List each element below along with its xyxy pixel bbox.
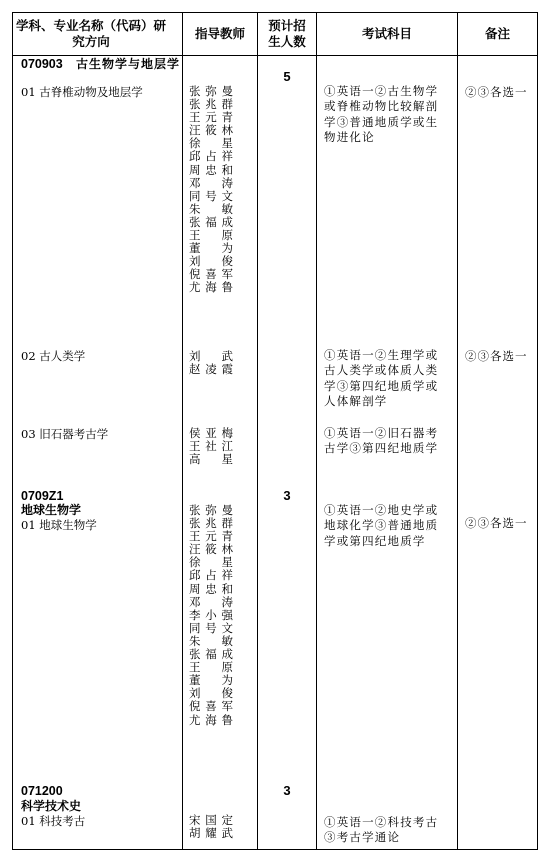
advisor-name: 刘 俊 — [189, 686, 233, 701]
advisor-name: 周忠和 — [189, 581, 233, 596]
advisor-name: 张弥曼 — [189, 503, 233, 517]
advisor-name: 尤海鲁 — [189, 280, 233, 295]
advisor-list — [189, 350, 233, 376]
advisor-name: 朱 敏 — [189, 633, 233, 648]
table-border-right — [537, 12, 538, 850]
exam-subjects: ①英语一②生理学或古人类学或体质人类学③第四纪地质学或人体解剖学 — [324, 348, 439, 409]
program-name: 古生物学与地层学 — [76, 57, 181, 71]
program-code: 0709Z1 — [21, 489, 64, 503]
advisor-name: 王 原 — [189, 228, 233, 243]
direction-label: 03 旧石器考古学 — [21, 427, 109, 441]
header-advisor: 指导教师 — [194, 26, 245, 41]
advisor-name: 汪筱林 — [189, 542, 233, 557]
advisor-name: 周忠和 — [189, 162, 233, 177]
advisor-name: 邓 涛 — [189, 175, 233, 190]
header-exam: 考试科目 — [361, 26, 412, 41]
program-name: 地球生物学 — [21, 503, 82, 517]
direction-note: ②③各选一 — [465, 516, 528, 530]
advisor-name: 董 为 — [189, 673, 233, 688]
direction-label: 02 古人类学 — [21, 349, 86, 363]
advisor-name: 汪筱林 — [189, 123, 233, 138]
advisor-name: 王 原 — [189, 660, 233, 675]
advisor-name: 张福成 — [189, 647, 233, 662]
advisor-name: 刘 武 — [189, 349, 233, 363]
program-quota: 5 — [283, 69, 291, 84]
advisor-name: 高 星 — [189, 452, 233, 467]
table-border-top — [12, 12, 537, 13]
advisor-list — [189, 85, 233, 295]
advisor-name: 李小强 — [189, 607, 233, 622]
exam-subjects: ①英语一②科技考古③考古学通论 — [324, 815, 439, 845]
program-name: 科学技术史 — [21, 799, 82, 813]
direction-note: ②③各选一 — [465, 85, 528, 99]
program-quota: 3 — [283, 488, 291, 503]
advisor-name: 尤海鲁 — [189, 712, 233, 727]
exam-subjects: ①英语一②地史学或地球化学③普通地质学或第四纪地质学 — [324, 503, 439, 548]
header-divider — [12, 55, 537, 56]
header-quota: 预计招生人数 — [268, 18, 306, 49]
advisor-name: 王元青 — [189, 110, 233, 125]
column-divider — [457, 12, 458, 850]
column-divider — [257, 12, 258, 850]
header-notes: 备注 — [484, 26, 510, 41]
advisor-name: 张福成 — [189, 214, 233, 229]
program-code: 070903 — [21, 57, 63, 71]
program-code: 071200 — [21, 784, 63, 798]
direction-label: 01 科技考古 — [21, 814, 86, 828]
advisor-name: 张兆群 — [189, 516, 233, 531]
advisor-name: 赵凌霞 — [189, 362, 233, 377]
advisor-name: 张兆群 — [189, 97, 233, 112]
advisor-name: 邓 涛 — [189, 594, 233, 609]
advisor-name: 王元青 — [189, 529, 233, 544]
advisor-name: 邱占祥 — [189, 568, 233, 583]
advisor-name: 刘 俊 — [189, 254, 233, 269]
advisor-name: 徐 星 — [189, 555, 233, 570]
table-border-bottom — [12, 849, 537, 850]
advisor-name: 同号文 — [189, 620, 233, 635]
advisor-name: 朱 敏 — [189, 201, 233, 216]
table-border-left — [12, 12, 13, 850]
advisor-name: 倪喜军 — [189, 699, 233, 714]
advisor-name: 侯亚梅 — [189, 426, 233, 440]
advisor-name: 胡耀武 — [189, 826, 233, 841]
direction-label: 01 古脊椎动物及地层学 — [21, 85, 143, 99]
advisor-name: 邱占祥 — [189, 149, 233, 164]
column-divider — [316, 12, 317, 850]
advisor-name: 倪喜军 — [189, 267, 233, 282]
column-divider — [182, 12, 183, 850]
advisor-list — [189, 504, 233, 727]
advisor-name: 张弥曼 — [189, 84, 233, 98]
advisor-name: 宋国定 — [189, 813, 233, 827]
advisor-name: 徐 星 — [189, 136, 233, 151]
exam-subjects: ①英语一②古生物学或脊椎动物比较解剖学③普通地质学或生物进化论 — [324, 84, 439, 145]
advisor-list — [189, 814, 233, 840]
direction-note: ②③各选一 — [465, 349, 528, 363]
advisor-name: 王社江 — [189, 439, 233, 454]
advisor-name: 同号文 — [189, 188, 233, 203]
program-quota: 3 — [283, 783, 291, 798]
exam-subjects: ①英语一②旧石器考古学③第四纪地质学 — [324, 426, 439, 456]
direction-label: 01 地球生物学 — [21, 518, 97, 532]
advisor-name: 董 为 — [189, 241, 233, 256]
advisor-list — [189, 427, 233, 466]
header-discipline: 学科、专业名称（代码）研究方向 — [16, 18, 167, 49]
